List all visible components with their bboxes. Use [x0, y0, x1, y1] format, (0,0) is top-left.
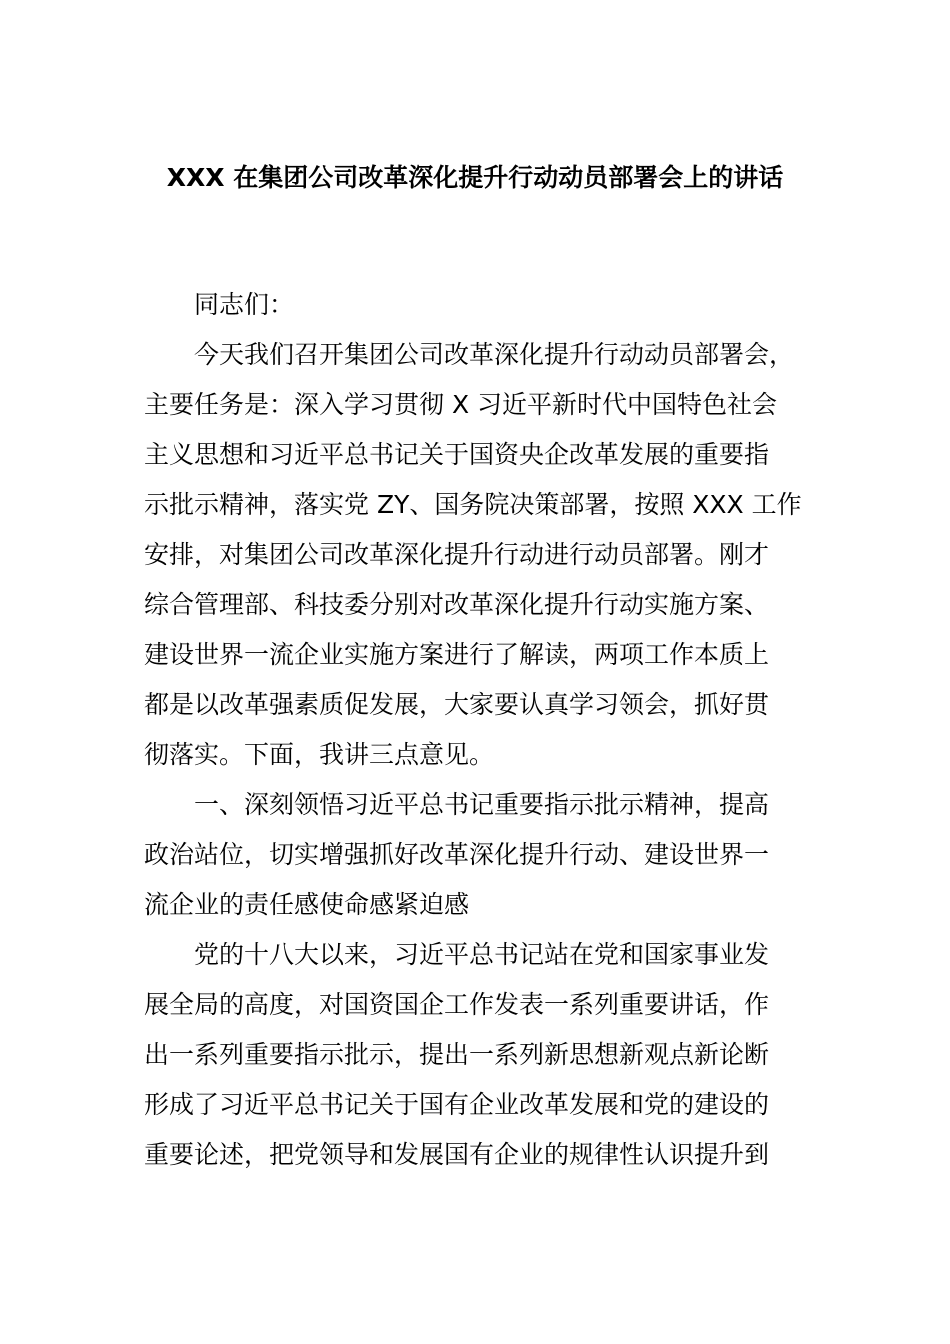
paragraph-line: 综合管理部、科技委分别对改革深化提升行动实施方案、	[144, 590, 770, 619]
paragraph-line: 彻落实。下面，我讲三点意见。	[144, 740, 495, 769]
paragraph-line: 展全局的高度，对国资国企工作发表一系列重要讲话，作	[144, 990, 770, 1019]
paragraph-line: 示批示精神，落实党 ZY、国务院决策部署，按照 XXX 工作	[144, 490, 802, 519]
paragraph-line: 都是以改革强素质促发展，大家要认真学习领会，抓好贯	[144, 690, 770, 719]
paragraph-line: 形成了习近平总书记关于国有企业改革发展和党的建设的	[144, 1090, 770, 1119]
salutation-line: 同志们：	[194, 290, 295, 319]
paragraph-line: 出一系列重要指示批示，提出一系列新思想新观点新论断	[144, 1040, 770, 1069]
paragraph-line: 主义思想和习近平总书记关于国资央企改革发展的重要指	[144, 440, 770, 469]
paragraph-line: 安排，对集团公司改革深化提升行动进行动员部署。刚才	[144, 540, 770, 569]
document-body	[144, 280, 824, 1180]
paragraph-line: 党的十八大以来，习近平总书记站在党和国家事业发	[194, 940, 770, 969]
section-heading-line: 一、深刻领悟习近平总书记重要指示批示精神，提高	[194, 790, 770, 819]
paragraph-line: 主要任务是：深入学习贯彻 X 习近平新时代中国特色社会	[144, 390, 778, 419]
paragraph-line: 建设世界一流企业实施方案进行了解读，两项工作本质上	[144, 640, 770, 669]
section-heading-line: 政治站位，切实增强抓好改革深化提升行动、建设世界一	[144, 840, 770, 869]
paragraph-line: 重要论述，把党领导和发展国有企业的规律性认识提升到	[144, 1140, 770, 1169]
document-title: XXX 在集团公司改革深化提升行动动员部署会上的讲话	[166, 163, 784, 192]
paragraph-line: 今天我们召开集团公司改革深化提升行动动员部署会，	[194, 340, 795, 369]
section-heading-line: 流企业的责任感使命感紧迫感	[144, 890, 470, 919]
